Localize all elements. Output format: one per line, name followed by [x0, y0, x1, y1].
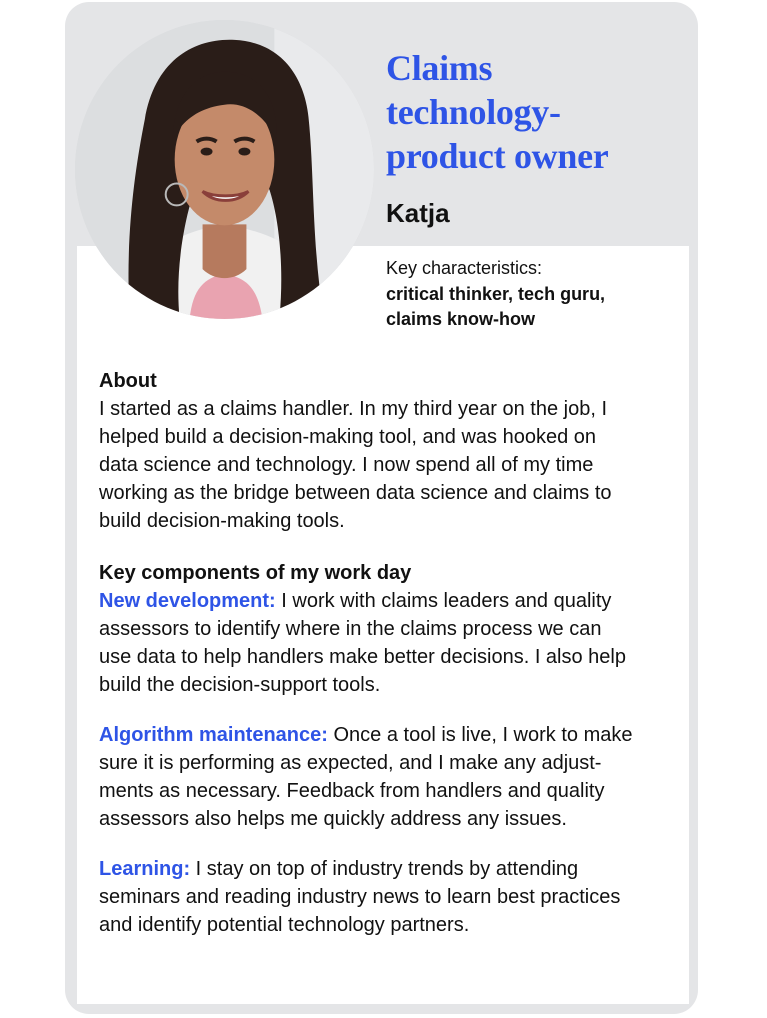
key-characteristics-label: Key characteristics:: [386, 258, 543, 278]
key-characteristics-values: critical thinker, tech guru, claims know-how: [386, 284, 606, 329]
workday-item-algorithm-maintenance: Algorithm maintenance: Once a tool is live, I work to make sure it is performing as expected, and I make any adjust- ments as necessary. Feedback from handlers and quality assessors also helps me quickly address any issues.: [99, 724, 633, 830]
role-title: Claims technology- product owner: [386, 48, 609, 176]
about-text: I started as a claims handler. In my third year on the job, I helped build a decision-making tool, and was hooked on data science and technology. I now spend all of my time working as the bridge between data science and claims to build decision-making tools.: [99, 398, 612, 532]
item-lead: New development:: [99, 590, 276, 612]
workday-heading: Key components of my work day: [99, 562, 412, 584]
spacer: [99, 833, 679, 855]
workday-item-learning: Learning: I stay on top of industry trends by attending seminars and reading industry news to learn best practices and identify potential technology partners.: [99, 858, 621, 936]
workday-item-new-development: New development: I work with claims leaders and quality assessors to identify where in the claims process we can use data to help handlers make better decisions. I also help build the decision-support tools.: [99, 590, 626, 696]
person-name: Katja: [386, 198, 450, 228]
item-lead: Learning:: [99, 858, 191, 880]
item-lead: Algorithm maintenance:: [99, 724, 328, 746]
portrait-photo: [75, 20, 374, 319]
profile-content: [99, 367, 679, 939]
spacer: [99, 699, 679, 721]
person-photo-icon: [75, 20, 374, 319]
spacer: [99, 535, 679, 559]
about-heading: About: [99, 370, 157, 392]
